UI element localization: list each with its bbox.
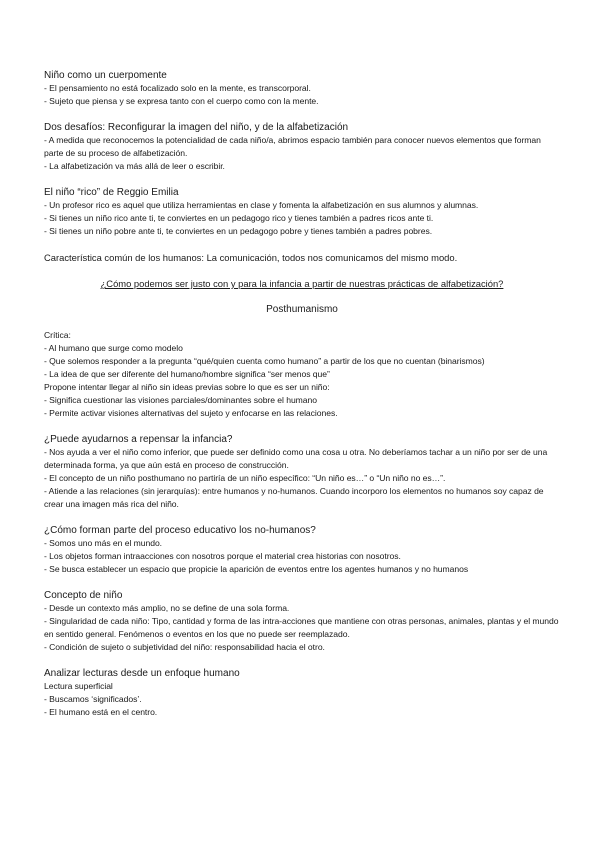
posthumanismo-heading: Posthumanismo	[266, 304, 338, 315]
bullet-line: - Atiende a las relaciones (sin jerarquías): entre humanos y no-humanos. Cuando incorporo los elementos no humanos soy capaz de crear una imagen más rica del niño.	[44, 486, 544, 509]
key-question: ¿Cómo podemos ser justo con y para la infancia a partir de nuestras prácticas de alfabetización?	[100, 278, 504, 289]
bullet-line: - Los objetos forman intraacciones con nosotros porque el material crea historias con nosotros.	[44, 551, 401, 561]
section-title: ¿Puede ayudarnos a repensar la infancia?	[44, 434, 233, 445]
bullet-line: - La alfabetización va más allá de leer o escribir.	[44, 161, 225, 171]
bullet-line: - Permite activar visiones alternativas del sujeto y enfocarse en las relaciones.	[44, 408, 338, 418]
section-title: Característica común de los humanos: La comunicación, todos nos comunicamos del mismo modo.	[44, 252, 458, 263]
bullet-line: - La idea de que ser diferente del humano/hombre significa “ser menos que”	[44, 369, 330, 379]
bullet-line: - Significa cuestionar las visiones parciales/dominantes sobre el humano	[44, 395, 317, 405]
list-label: Propone intentar llegar al niño sin ideas previas sobre lo que es ser un niño:	[44, 382, 330, 392]
list-label: Lectura superficial	[44, 681, 113, 691]
bullet-line: - A medida que reconocemos la potencialidad de cada niño/a, abrimos espacio también para conocer nuevos elementos que forman parte de su proceso de alfabetización.	[44, 135, 541, 158]
section-title: Analizar lecturas desde un enfoque humano	[44, 668, 240, 679]
bullet-line: - Buscamos ‘significados’.	[44, 694, 142, 704]
bullet-line: - Que solemos responder a la pregunta “qué/quien cuenta como humano” a partir de los que no cuentan (binarismos)	[44, 356, 485, 366]
bullet-line: - Sujeto que piensa y se expresa tanto con el cuerpo como con la mente.	[44, 96, 319, 106]
bullet-line: - Somos uno más en el mundo.	[44, 538, 163, 548]
bullet-line: - Si tienes un niño pobre ante ti, te conviertes en un pedagogo pobre y tienes también a padres pobres.	[44, 226, 433, 236]
section-title: Niño como un cuerpomente	[44, 70, 167, 81]
list-label: Crítica:	[44, 330, 71, 340]
bullet-line: - Al humano que surge como modelo	[44, 343, 183, 353]
section-title: Dos desafíos: Reconfigurar la imagen del niño, y de la alfabetización	[44, 122, 349, 133]
bullet-line: - Un profesor rico es aquel que utiliza herramientas en clase y fomenta la alfabetización en sus alumnos y alumnas.	[44, 200, 479, 210]
section-title: ¿Cómo forman parte del proceso educativo los no-humanos?	[44, 525, 316, 536]
bullet-line: - El humano está en el centro.	[44, 707, 158, 717]
section-title: El niño “rico” de Reggio Emilia	[44, 187, 179, 198]
bullet-line: - Singularidad de cada niño: Tipo, cantidad y forma de las intra-acciones que mantiene con otras personas, animales, plantas y el mundo en sentido general. Fenómenos o eventos en los que no puede ser reemplazado.	[44, 616, 559, 639]
bullet-line: - Condición de sujeto o subjetividad del niño: responsabilidad hacia el otro.	[44, 642, 325, 652]
bullet-line: - Desde un contexto más amplio, no se define de una sola forma.	[44, 603, 290, 613]
section-title: Concepto de niño	[44, 590, 123, 601]
bullet-line: - Se busca establecer un espacio que propicie la aparición de eventos entre los agentes humanos y no humanos	[44, 564, 469, 574]
bullet-line: - El concepto de un niño posthumano no partiría de un niño específico: “Un niño es…” o “Un niño no es…”.	[44, 473, 446, 483]
bullet-line: - Si tienes un niño rico ante ti, te conviertes en un pedagogo rico y tienes también a padres ricos ante ti.	[44, 213, 434, 223]
bullet-line: - Nos ayuda a ver el niño como inferior, que puede ser definido como una cosa u otra. No deberíamos tachar a un niño por ser de una determinada forma, ya que aún está en proceso de construcción.	[44, 447, 548, 470]
bullet-line: - El pensamiento no está focalizado solo en la mente, es transcorporal.	[44, 83, 311, 93]
